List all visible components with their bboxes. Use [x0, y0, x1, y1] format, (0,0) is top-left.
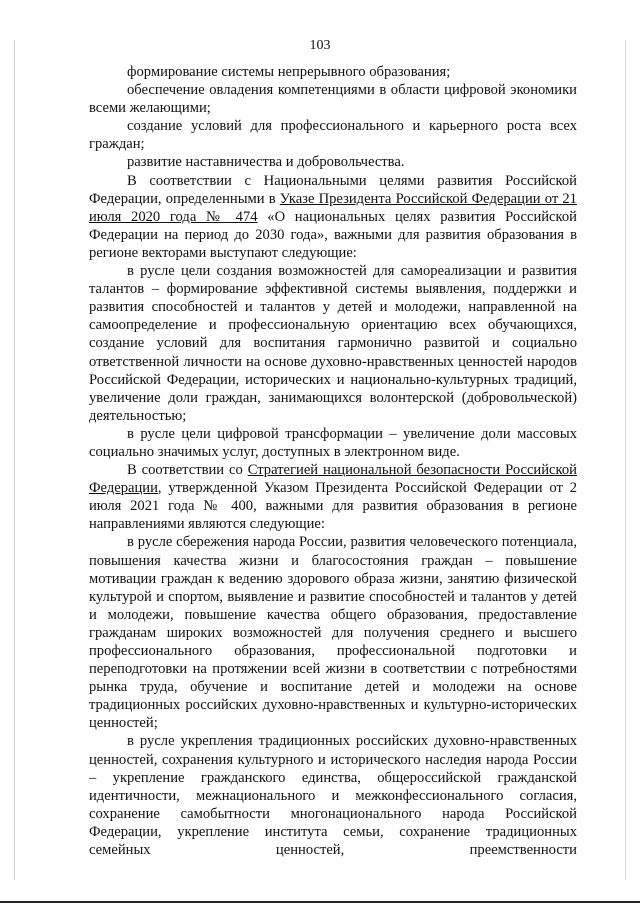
security-strategy-intro: В соответствии со	[127, 462, 248, 479]
decree-474-link[interactable]: Указе Президента Российской Федерации от 21 июля 2020 года № 474	[89, 190, 577, 225]
paragraph-digital-economy: обеспечение овладения компетенциями в области цифровой экономики всеми желающими;	[89, 82, 577, 117]
paragraph-talents: в русле цели создания возможностей для самореализации и развития талантов – формирование эффективной системы выявления, поддержки и развития способностей и талантов у детей и молодежи, направленной на самоопределение и профессиональную ориентацию всех обучающихся, создание условий для воспитания гармонично развитой и социально ответственной личности на основе духовно-нравственных ценностей народов Российской Федерации, исторических и национально-культурных традиций, увеличение доли граждан, занимающихся волонтерской (добровольческой) деятельностью;	[89, 263, 577, 424]
page-number: 103	[309, 38, 331, 53]
paragraph-traditional-values: в русле укрепления традиционных российских духовно-нравственных ценностей, сохранения культурного и исторического наследия народа России – укрепление гражданского единства, общероссийской гражданской идентичности, межнационального и межконфессионального согласия, сохранение самобытности многонационального народа Российской Федерации, укрепление института семьи, сохранение традиционных семейных ценностей, преемственности	[89, 733, 577, 859]
national-goals-text: «О национальных целях развития Российской Федерации на период до 2030 года», важными для развития образования в регионе векторами выступают следующие:	[89, 208, 577, 261]
document-body	[89, 63, 577, 859]
scan-edge-bottom	[0, 901, 640, 903]
security-strategy-text: , утвержденной Указом Президента Российской Федерации от 2 июля 2021 года № 400, важными для развития образования в регионе направлениями являются следующие:	[89, 480, 577, 533]
paragraph-mentoring: развитие наставничества и добровольчества.	[127, 154, 405, 171]
national-goals-intro: В соответствии с Национальными целями развития Российской Федерации, определенными в	[89, 172, 577, 207]
paragraph-digital-transformation: в русле цели цифровой трансформации – увеличение доли массовых социально значимых услуг, доступных в электронном виде.	[89, 425, 577, 460]
paragraph-people-preservation: в русле сбережения народа России, развития человеческого потенциала, повышения качества жизни и благосостояния граждан – повышение мотивации граждан к ведению здорового образа жизни, занятию физической культурой и спортом, выявление и развитие способностей и талантов у детей и молодежи, повышение качества общего образования, предоставление гражданам широких возможностей для получения среднего и высшего профессионального образования, профессиональной подготовки и переподготовки на протяжении всей жизни в соответствии с потребностями рынка труда, обучение и воспитание детей и молодежи на основе традиционных российских духовно-нравственных и культурно-исторических ценностей;	[89, 534, 577, 732]
paragraph-continuous-education: формирование системы непрерывного образования;	[127, 64, 451, 80]
security-strategy-link[interactable]: Стратегией национальной безопасности Российской Федерации	[89, 462, 577, 497]
scan-edge-right	[625, 40, 626, 880]
paragraph-national-goals	[89, 172, 577, 262]
scan-edge-left	[14, 40, 15, 880]
paragraph-security-strategy	[89, 461, 577, 533]
paragraph-career-growth: создание условий для профессионального и карьерного роста всех граждан;	[89, 118, 577, 153]
